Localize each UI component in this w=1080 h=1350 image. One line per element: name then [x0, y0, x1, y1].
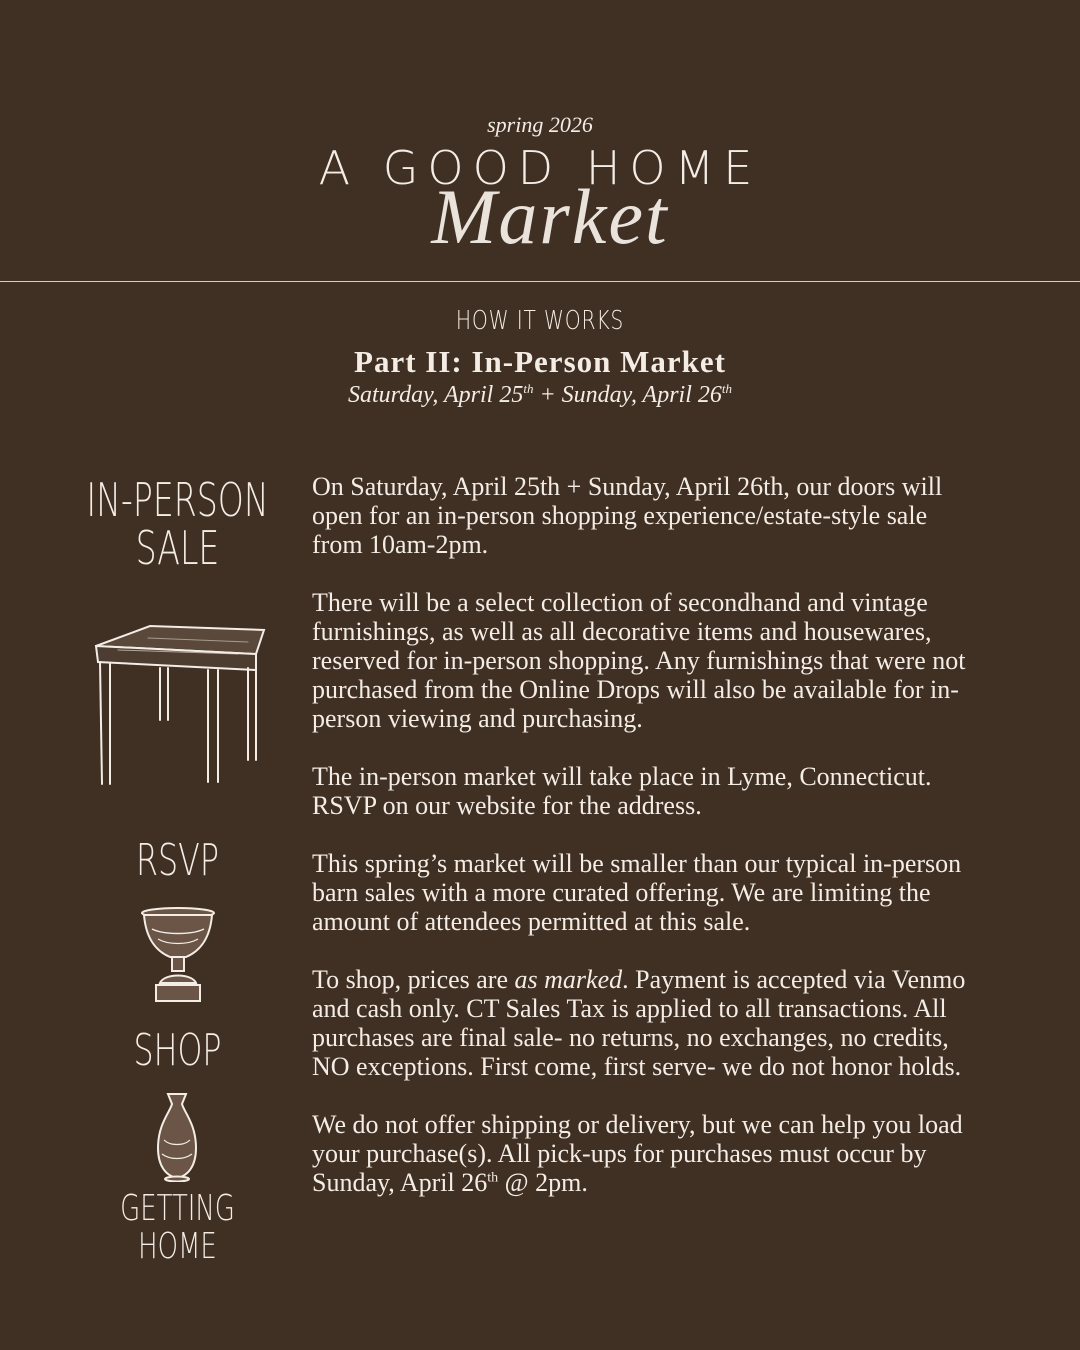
urn-icon — [138, 905, 218, 1005]
pickup-date-suffix: th — [487, 1170, 499, 1186]
pickup-text-after: @ 2pm. — [498, 1168, 588, 1197]
section-dates — [0, 381, 1080, 409]
header — [0, 0, 1080, 282]
section-title: Part II: In-Person Market — [354, 344, 726, 379]
paragraph-capacity: This spring’s market will be smaller than our typical in-person barn sales with a more curated offering. We are limiting the amount of attendees permitted at this sale. — [312, 849, 962, 936]
paragraph-pickup — [312, 1110, 972, 1197]
section-kicker: HOW IT WORKS — [455, 306, 625, 336]
pickup-text-before: We do not offer shipping or delivery, but we can help you load your purchase(s). All pick-ups for purchases must occur by Sunday, April 26 — [312, 1110, 963, 1197]
paragraph-dates: On Saturday, April 25th + Sunday, April 26th, our doors will open for an in-person shopping experience/estate-style sale from 10am-2pm. — [312, 472, 943, 559]
label-rsvp: RSVP — [136, 835, 219, 886]
payment-text-before: To shop, prices are — [312, 965, 515, 994]
date-joiner: + — [533, 382, 562, 408]
date-day1-suffix: th — [523, 381, 534, 396]
table-icon — [88, 620, 268, 790]
label-in-person-sale — [86, 473, 270, 576]
vase-icon — [152, 1090, 202, 1182]
label-sale-line2: SALE — [135, 521, 220, 576]
paragraph-payment — [312, 965, 972, 1081]
header-divider — [0, 281, 1080, 282]
brand-script: Market — [431, 173, 669, 260]
label-sale-line1: IN-PERSON — [86, 473, 269, 527]
date-day2-suffix: th — [721, 381, 733, 396]
season-label: spring 2026 — [487, 112, 593, 137]
body-copy — [312, 472, 972, 1226]
date-day2: Sunday, April 26 — [561, 382, 722, 408]
payment-emphasis: as marked — [514, 965, 623, 994]
label-getting-home: GETTING HOME — [120, 1188, 235, 1267]
brand-title: A GOOD HOME — [318, 141, 762, 195]
label-shop: SHOP — [133, 1025, 222, 1076]
paragraph-collection: There will be a select collection of secondhand and vintage furnishings, as well as all decorative items and housewares, reserved for in-person shopping. Any furnishings that were not purchased from the Online Drops will also be available for in-person viewing and purchasing. — [312, 588, 966, 733]
paragraph-location: The in-person market will take place in Lyme, Connecticut. RSVP on our website for the address. — [312, 762, 932, 820]
payment-text-after: . Payment is accepted via Venmo and cash only. CT Sales Tax is applied to all transactions. All purchases are final sale- no returns, no exchanges, no credits, NO exceptions. First come, first serve- we do not honor holds. — [312, 965, 966, 1081]
date-day1: Saturday, April 25 — [347, 382, 524, 408]
